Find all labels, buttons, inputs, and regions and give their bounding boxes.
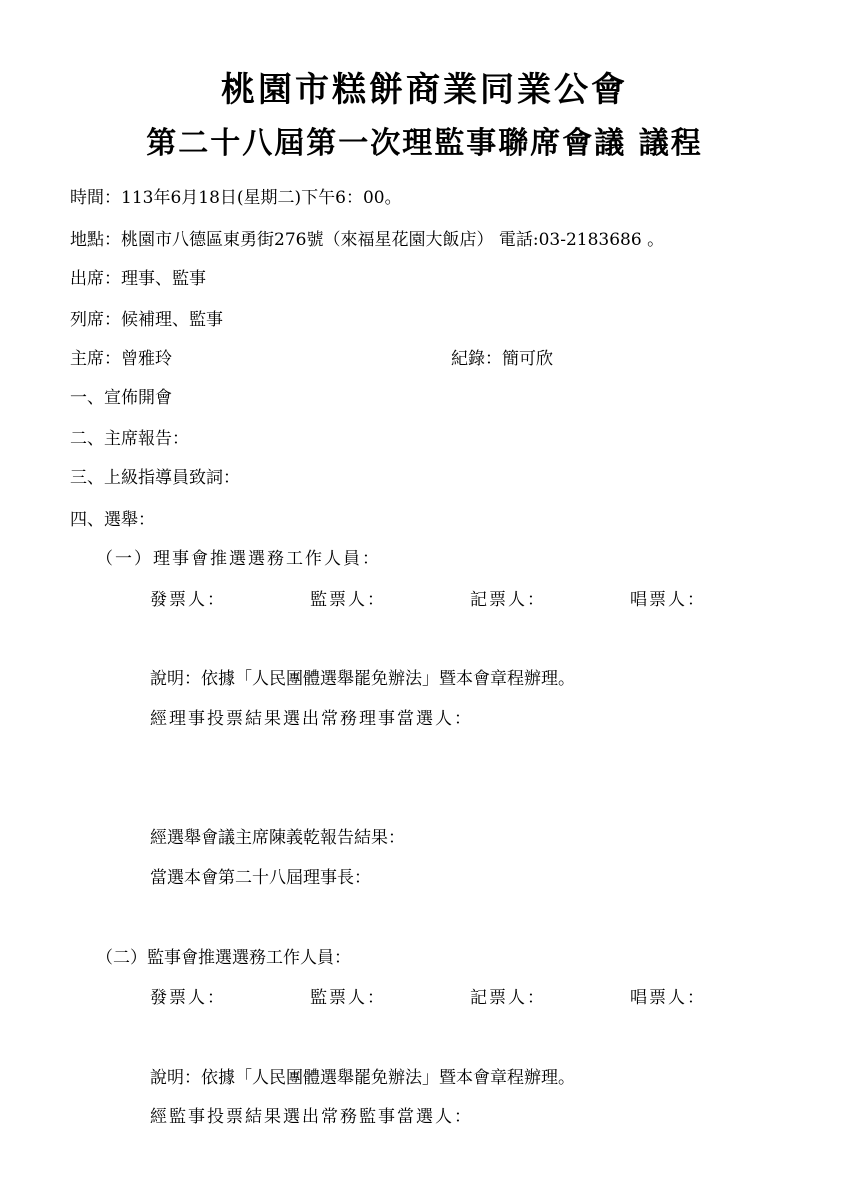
section1-result: 經理事投票結果選出常務理事當選人：: [150, 709, 473, 729]
section1-report: 經選舉會議主席陳義乾報告結果：: [150, 828, 405, 848]
section2-heading: （二）監事會推選選務工作人員：: [96, 948, 351, 968]
meeting-time: 時間：113年6月18日(星期二)下午6：00。: [70, 188, 402, 208]
recorder: 紀錄：簡可欣: [451, 349, 553, 369]
agenda-item-3: 三、上級指導員致詞：: [70, 468, 240, 488]
section1-elected: 當選本會第二十八屆理事長：: [150, 868, 371, 888]
section1-role-monitor: 監票人：: [310, 590, 386, 610]
agenda-item-2: 二、主席報告：: [70, 429, 189, 449]
meeting-location: 地點：桃園市八德區東勇街276號（來福星花園大飯店） 電話:03-2183686 。: [70, 230, 665, 250]
agenda-item-4: 四、選舉：: [70, 510, 155, 530]
meeting-title: 第二十八屆第一次理監事聯席會議 議程: [146, 126, 703, 161]
section2-role-caller: 唱票人：: [630, 988, 706, 1008]
section2-role-recorder: 記票人：: [470, 988, 546, 1008]
attendees: 出席：理事、監事: [70, 269, 206, 289]
section1-role-caller: 唱票人：: [630, 590, 706, 610]
agenda-item-1: 一、宣佈開會: [70, 388, 172, 408]
section1-role-recorder: 記票人：: [470, 590, 546, 610]
chair: 主席：曾雅玲: [70, 349, 172, 369]
section2-role-issuer: 發票人：: [150, 988, 226, 1008]
section1-heading: （一）理事會推選選務工作人員：: [96, 549, 381, 569]
section2-note: 說明：依據「人民團體選舉罷免辦法」暨本會章程辦理。: [150, 1068, 575, 1088]
section1-note: 說明：依據「人民團體選舉罷免辦法」暨本會章程辦理。: [150, 669, 575, 689]
section1-role-issuer: 發票人：: [150, 590, 226, 610]
observers: 列席：候補理、監事: [70, 310, 223, 330]
section2-result: 經監事投票結果選出常務監事當選人：: [150, 1107, 473, 1127]
org-title: 桃園市糕餅商業同業公會: [221, 70, 628, 110]
section2-role-monitor: 監票人：: [310, 988, 386, 1008]
